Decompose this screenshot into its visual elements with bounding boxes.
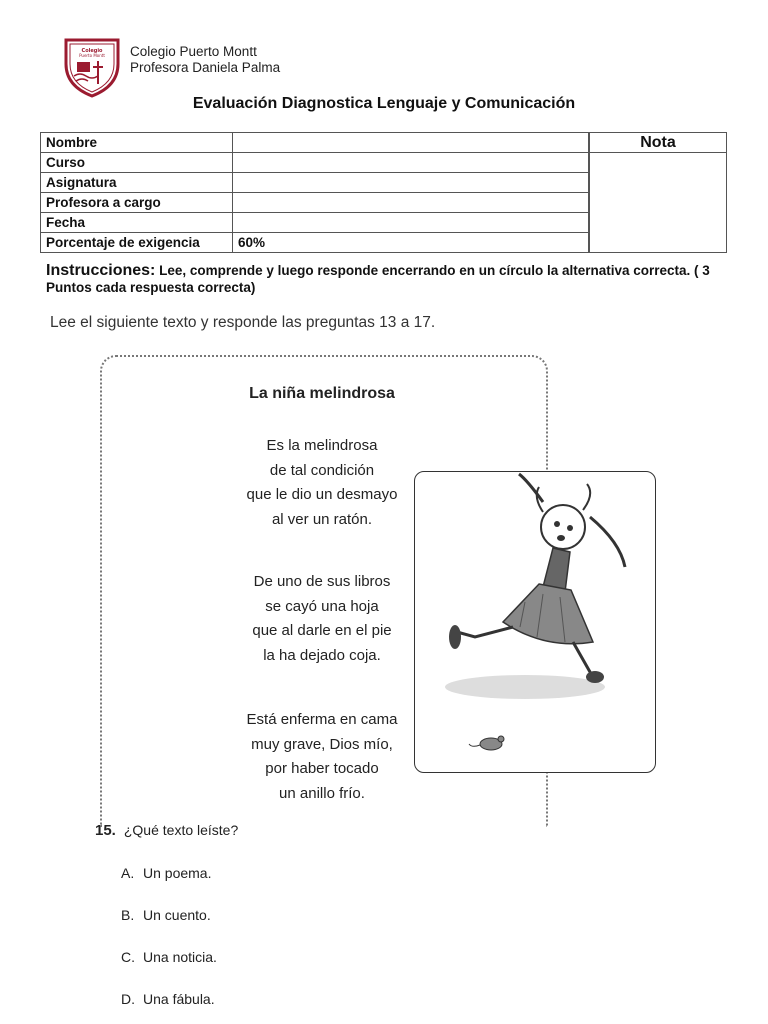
girl-drawing-icon [415, 472, 655, 772]
poem-line: muy grave, Dios mío, [251, 735, 393, 753]
option-letter: D. [121, 991, 135, 1007]
poem-line: Es la melindrosa [266, 437, 378, 454]
teacher-name: Profesora Daniela Palma [130, 60, 281, 75]
option-text: Un poema. [143, 865, 212, 881]
label-asignatura: Asignatura [41, 173, 233, 193]
reading-lead: Lee el siguiente texto y responde las preguntas 13 a 17. [50, 314, 436, 331]
option-text: Un cuento. [143, 907, 211, 923]
label-curso: Curso [41, 153, 233, 173]
label-profesora: Profesora a cargo [41, 193, 233, 213]
instructions-label: Instrucciones: [46, 262, 156, 279]
label-fecha: Fecha [41, 213, 233, 233]
poem-line: por haber tocado [265, 760, 379, 777]
poem-line: la ha dejado coja. [263, 646, 381, 664]
field-asignatura[interactable] [233, 173, 589, 193]
poem-line: un anillo frío. [279, 784, 365, 802]
page-title: Evaluación Diagnostica Lenguaje y Comunicación [192, 95, 576, 112]
mouse-icon [467, 730, 511, 754]
poem-line: al ver un ratón. [271, 510, 373, 528]
svg-text:Colegio: Colegio [81, 48, 103, 54]
poem-line: Está enferma en cama [246, 711, 398, 728]
poem-line: de tal condición [269, 461, 375, 479]
table-row [41, 153, 727, 173]
option-c[interactable] [121, 949, 217, 965]
option-b[interactable] [121, 907, 211, 923]
label-nombre: Nombre [41, 133, 233, 153]
option-text: Una fábula. [143, 991, 215, 1007]
student-info-table [40, 132, 727, 253]
poem-line: se cayó una hoja [265, 597, 379, 615]
option-text: Una noticia. [143, 949, 217, 965]
field-porcentaje: 60% [233, 233, 589, 253]
option-letter: A. [121, 865, 135, 881]
question-number: 15. [95, 822, 116, 839]
school-name: Colegio Puerto Montt [130, 44, 257, 59]
poem-line: De uno de sus libros [253, 573, 391, 590]
option-d[interactable] [121, 991, 215, 1007]
nota-box[interactable] [590, 153, 727, 253]
table-row [41, 133, 727, 153]
poem-line: que al darle en el pie [252, 622, 392, 639]
field-fecha[interactable] [233, 213, 589, 233]
poem-line: que le dio un desmayo [246, 486, 398, 503]
field-profesora[interactable] [233, 193, 589, 213]
option-letter: C. [121, 949, 135, 965]
poem-title: La niña melindrosa [249, 385, 395, 402]
svg-text:Puerto Montt: Puerto Montt [79, 53, 105, 58]
label-porcentaje: Porcentaje de exigencia [41, 233, 233, 253]
nota-header: Nota [590, 133, 727, 153]
field-curso[interactable] [233, 153, 589, 173]
field-nombre[interactable] [233, 133, 589, 153]
school-info [130, 44, 280, 76]
question-text: ¿Qué texto leíste? [123, 822, 239, 838]
school-crest-logo [62, 34, 122, 98]
question-15 [95, 822, 238, 839]
instructions-text: Lee, comprende y luego responde encerrando en un círculo la alternativa correcta. ( 3 Puntos cada respuesta correcta) [46, 263, 710, 295]
girl-illustration [414, 471, 656, 773]
instructions [46, 262, 736, 296]
option-letter: B. [121, 907, 135, 923]
option-a[interactable] [121, 865, 211, 881]
